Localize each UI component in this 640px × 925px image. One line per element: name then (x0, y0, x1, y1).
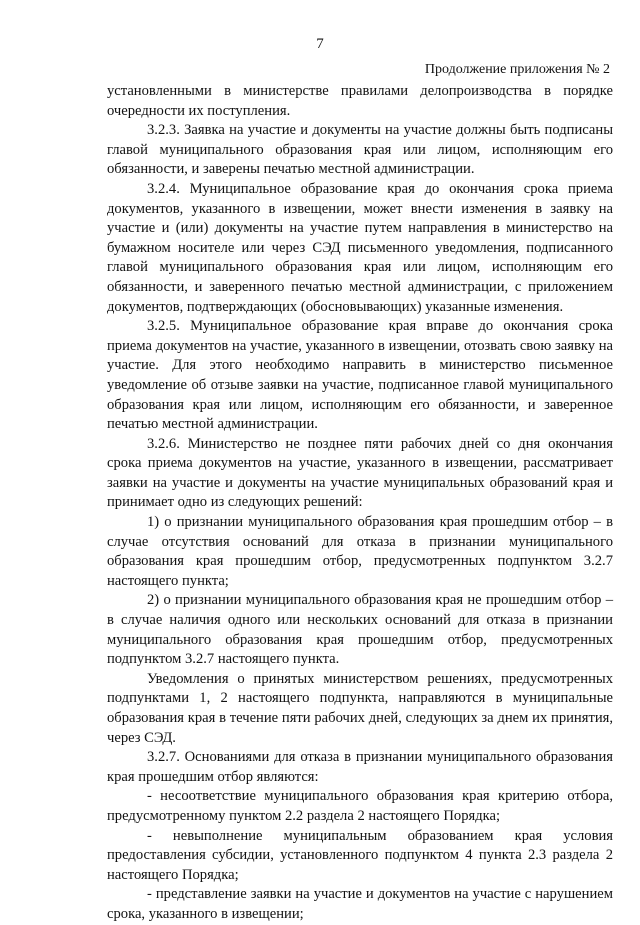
paragraph: 3.2.5. Муниципальное образование края вправе до окончания срока приема документов на участие, указанного в извещении, отозвать свою заявку на участие. Для этого необходимо направить в министерство письменное уведомление об отзыве заявки на участие, подписанное главой муниципального образования края или лицом, исполняющим его обязанности, и заверенное печатью местной администрации. (107, 318, 613, 433)
paragraph: установленными в министерстве правилами делопроизводства в порядке очередности их поступления. (107, 83, 613, 119)
paragraph: 2) о признании муниципального образования края не прошедшим отбор – в случае наличия одного или нескольких оснований для отказа в признании муниципального образования края прошедшим отбор, предусмотренных подпунктом 3.2.7 настоящего пункта. (107, 592, 613, 668)
paragraph: - представление заявки на участие и документов на участие с нарушением срока, указанного в извещении; (107, 886, 613, 922)
paragraph: 3.2.6. Министерство не позднее пяти рабочих дней со дня окончания срока приема документов на участие, указанного в извещении, рассматривает заявки на участие и документы на участие муниципальных образований края и принимает одно из следующих решений: (107, 435, 613, 511)
document-body (107, 82, 613, 925)
paragraph: - несоответствие муниципального образования края критерию отбора, предусмотренному пунктом 2.2 раздела 2 настоящего Порядка; (107, 788, 613, 824)
appendix-continuation-note: Продолжение приложения № 2 (424, 62, 610, 77)
paragraph: Уведомления о принятых министерством решениях, предусмотренных подпунктами 1, 2 настоящего подпункта, направляются в муниципальные образования края в течение пяти рабочих дней, следующих за днем их принятия, через СЭД. (107, 670, 613, 746)
paragraph: - невыполнение муниципальным образованием края условия предоставления субсидии, установленного подпунктом 4 пункта 2.3 раздела 2 настоящего Порядка; (107, 827, 613, 883)
page-number: 7 (316, 36, 324, 52)
paragraph: 1) о признании муниципального образования края прошедшим отбор – в случае отсутствия оснований для отказа в признании муниципального образования края прошедшим отбор, предусмотренных подпунктом 3.2.7 настоящего пункта; (107, 514, 613, 589)
paragraph: 3.2.4. Муниципальное образование края до окончания срока приема документов, указанного в извещении, может внести изменения в заявку на участие и (или) документы на участие путем направления в министерство на бумажном носителе или через СЭД письменного уведомления, подписанного главой муниципального образования края или лицом, исполняющим его обязанности, и заверенного печатью местной администрации, с приложением документов, подтверждающих (обосновывающих) указанные изменения. (107, 180, 613, 315)
paragraph: 3.2.3. Заявка на участие и документы на участие должны быть подписаны главой муниципального образования края или лицом, исполняющим его обязанности, и заверены печатью местной администрации. (107, 122, 613, 178)
paragraph: 3.2.7. Основаниями для отказа в признании муниципального образования края прошедшим отбор являются: (107, 749, 613, 785)
